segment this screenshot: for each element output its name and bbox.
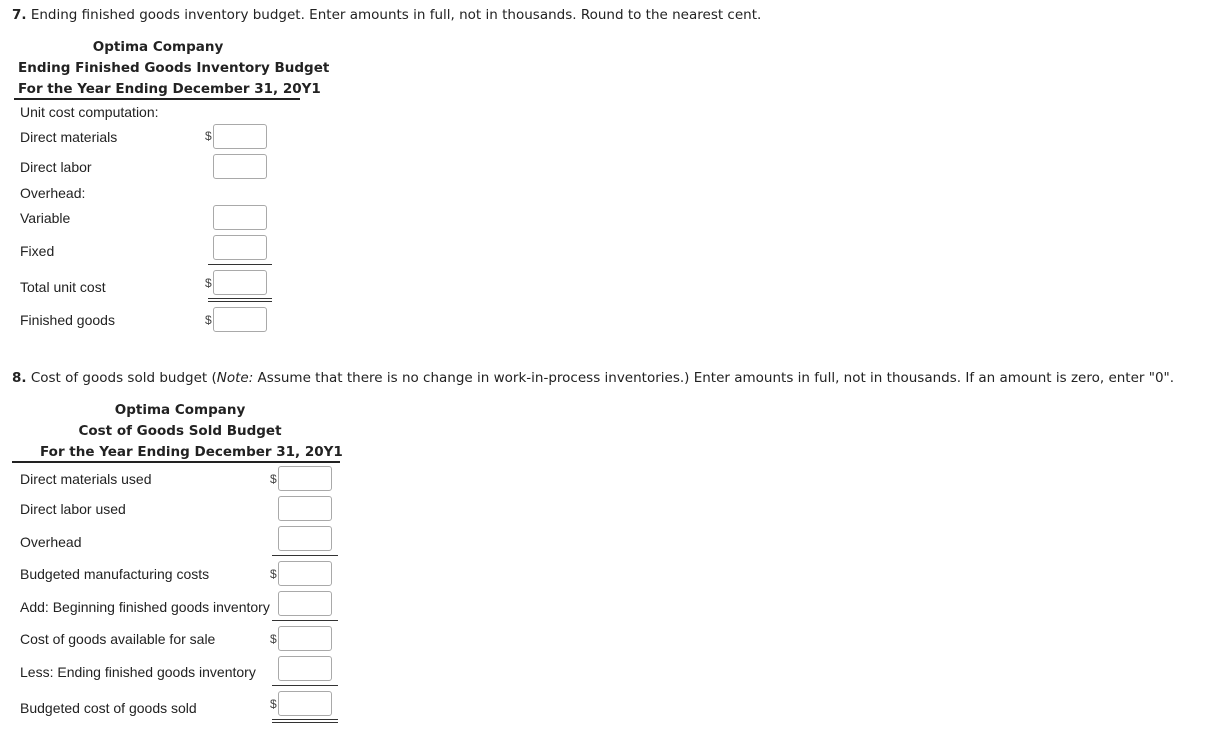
q7-header-rule — [14, 98, 300, 100]
q7-budget-period: For the Year Ending December 31, 20Y1 — [18, 81, 321, 97]
question-8-text-start: Cost of goods sold budget ( — [30, 370, 217, 386]
q8-overhead-input[interactable] — [278, 526, 332, 551]
q7-finished-goods-label: Finished goods — [20, 312, 115, 328]
q8-company-name: Optima Company — [114, 402, 246, 418]
q7-finished-goods-input[interactable] — [213, 307, 267, 332]
q8-budgeted-cogs-input[interactable] — [278, 691, 332, 716]
q8-budgeted-manufacturing-costs-label: Budgeted manufacturing costs — [20, 566, 210, 582]
q8-direct-labor-used-label: Direct labor used — [20, 501, 126, 517]
q7-subtotal-rule — [208, 264, 272, 265]
question-8-number: 8. — [12, 370, 27, 386]
q8-total-double-rule — [272, 719, 338, 723]
q7-unit-cost-heading: Unit cost computation: — [20, 104, 159, 120]
q7-direct-materials-dollar-sign: $ — [205, 129, 212, 143]
question-8-text-end: Assume that there is no change in work-in-process inventories.) Enter amounts in full, not in thousands. If an amount is zero, enter "0". — [253, 370, 1175, 386]
q8-ending-fg-inventory-input[interactable] — [278, 656, 332, 681]
q7-total-double-rule — [208, 298, 272, 302]
q7-direct-materials-label: Direct materials — [20, 129, 118, 145]
question-8-note-label: Note: — [216, 370, 254, 386]
q8-beginning-fg-inventory-label: Add: Beginning finished goods inventory — [20, 599, 270, 615]
q8-overhead-label: Overhead — [20, 534, 82, 550]
q7-direct-labor-label: Direct labor — [20, 159, 92, 175]
q8-cost-available-for-sale-input[interactable] — [278, 626, 332, 651]
q8-direct-materials-used-label: Direct materials used — [20, 471, 152, 487]
q8-budget-title: Cost of Goods Sold Budget — [78, 423, 282, 439]
q8-ending-fg-inventory-label: Less: Ending finished goods inventory — [20, 664, 256, 680]
q8-direct-materials-used-input[interactable] — [278, 466, 332, 491]
q7-overhead-heading: Overhead: — [20, 185, 86, 201]
q7-variable-overhead-label: Variable — [20, 210, 71, 226]
q7-fixed-overhead-label: Fixed — [20, 243, 55, 259]
q7-direct-materials-input[interactable] — [213, 124, 267, 149]
question-7-instruction — [12, 7, 761, 23]
q7-variable-overhead-input[interactable] — [213, 205, 267, 230]
q8-budget-period: For the Year Ending December 31, 20Y1 — [40, 444, 343, 460]
q7-budget-title: Ending Finished Goods Inventory Budget — [18, 60, 330, 76]
q8-manufacturing-subtotal-rule — [272, 555, 338, 556]
q8-header-rule — [12, 461, 340, 463]
q8-direct-labor-used-input[interactable] — [278, 496, 332, 521]
q8-available-dollar-sign: $ — [270, 632, 277, 646]
question-7-number: 7. — [12, 7, 27, 23]
q7-total-unit-cost-dollar-sign: $ — [205, 276, 212, 290]
q8-budgeted-cogs-label: Budgeted cost of goods sold — [20, 700, 197, 716]
q8-beginning-fg-inventory-input[interactable] — [278, 591, 332, 616]
q7-total-unit-cost-input[interactable] — [213, 270, 267, 295]
q8-cogs-subtotal-rule — [272, 685, 338, 686]
q8-budgeted-manufacturing-costs-input[interactable] — [278, 561, 332, 586]
question-7-text: Ending finished goods inventory budget. Enter amounts in full, not in thousands. Round to the nearest cent. — [30, 7, 762, 23]
q7-total-unit-cost-label: Total unit cost — [20, 279, 106, 295]
question-8-instruction — [12, 370, 1174, 386]
q7-fixed-overhead-input[interactable] — [213, 235, 267, 260]
q7-company-name: Optima Company — [92, 39, 224, 55]
q8-direct-materials-dollar-sign: $ — [270, 472, 277, 486]
q8-cogs-dollar-sign: $ — [270, 697, 277, 711]
q8-cost-available-for-sale-label: Cost of goods available for sale — [20, 631, 216, 647]
q7-finished-goods-dollar-sign: $ — [205, 313, 212, 327]
q8-manufacturing-dollar-sign: $ — [270, 567, 277, 581]
q7-direct-labor-input[interactable] — [213, 154, 267, 179]
q8-available-subtotal-rule — [272, 620, 338, 621]
